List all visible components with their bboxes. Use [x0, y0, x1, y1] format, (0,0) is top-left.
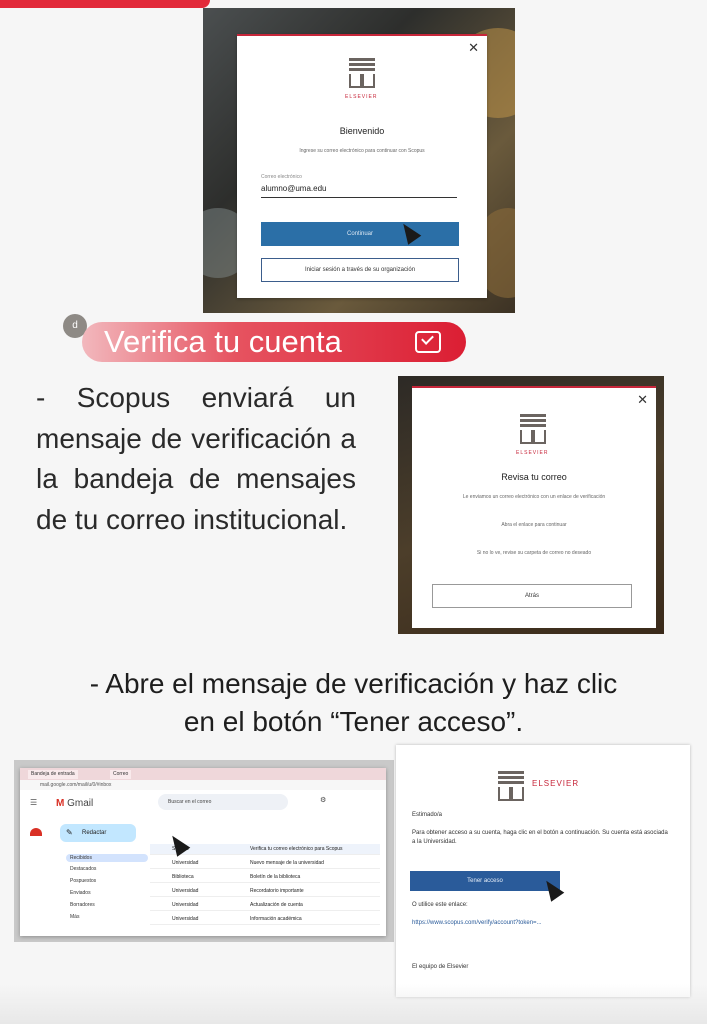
- check-email-line3: Si no lo ve, revise su carpeta de correo no deseado: [476, 550, 592, 556]
- logo-caption: ELSEVIER: [516, 450, 549, 456]
- logo-caption: ELSEVIER: [345, 94, 378, 100]
- elsevier-logo-icon: [498, 771, 524, 801]
- nav-inbox[interactable]: Recibidos: [66, 854, 148, 862]
- table-row[interactable]: Universidad Información académica: [150, 914, 380, 925]
- settings-gear-icon[interactable]: ⚙: [320, 797, 327, 804]
- continue-button[interactable]: Continuar: [261, 222, 459, 246]
- email-greeting: Estimado/a: [412, 812, 443, 818]
- paragraph-open-line2: en el botón “Tener acceso”.: [183, 706, 524, 737]
- nav-starred[interactable]: Destacados: [70, 866, 97, 872]
- nav-snoozed[interactable]: Pospuestos: [70, 878, 97, 884]
- email-field[interactable]: alumno@uma.edu: [261, 184, 457, 198]
- gmail-screenshot: [14, 760, 394, 942]
- avatar: d: [63, 314, 87, 338]
- close-icon[interactable]: ✕: [637, 392, 648, 407]
- address-bar[interactable]: mail.google.com/mail/u/0/#inbox: [20, 780, 386, 790]
- signin-screenshot: [203, 8, 515, 313]
- welcome-subtitle: Ingrese su correo electrónico para continuar con Scopus: [299, 148, 425, 154]
- verification-email-screenshot: [396, 745, 690, 997]
- browser-tabs: [20, 768, 386, 780]
- table-row[interactable]: Universidad Recordatorio importante: [150, 886, 380, 897]
- check-email-heading: Revisa tu correo: [501, 472, 567, 482]
- table-row[interactable]: Universidad Nuevo mensaje de la universidad: [150, 858, 380, 869]
- menu-icon[interactable]: ☰: [30, 798, 38, 807]
- pencil-icon: ✎: [66, 828, 73, 837]
- paragraph-open-line1: - Abre el mensaje de verificación y haz clic: [89, 668, 618, 699]
- bottom-decoration: [0, 984, 707, 1024]
- table-row[interactable]: Scopus Verifica tu correo electrónico para Scopus: [150, 844, 380, 855]
- nav-sent[interactable]: Enviados: [70, 890, 91, 896]
- nav-more[interactable]: Más: [70, 914, 80, 920]
- org-signin-button[interactable]: Iniciar sesión a través de su organización: [261, 258, 459, 282]
- search-input[interactable]: Buscar en el correo: [158, 794, 288, 810]
- close-icon[interactable]: ✕: [468, 40, 479, 55]
- section-title: Verifica tu cuenta: [104, 324, 342, 359]
- email-body: Para obtener acceso a su cuenta, haga clic en el botón a continuación. Su cuenta está asociada a la Universidad.: [412, 830, 668, 845]
- tab-inbox[interactable]: Bandeja de entrada: [28, 770, 78, 779]
- check-email-screenshot: [398, 376, 664, 634]
- gmail-logo: M Gmail: [56, 798, 94, 809]
- welcome-heading: Bienvenido: [339, 126, 385, 136]
- table-row[interactable]: Universidad Actualización de cuenta: [150, 900, 380, 911]
- alt-link-label: O utilice este enlace:: [412, 902, 468, 908]
- elsevier-logo-icon: [349, 58, 375, 88]
- check-email-line2: Abra el enlace para continuar: [501, 522, 567, 528]
- alt-verification-link[interactable]: https://www.scopus.com/verify/account?token=...: [412, 920, 542, 926]
- check-badge-icon: [415, 331, 441, 353]
- table-row[interactable]: Biblioteca Boletín de la biblioteca: [150, 872, 380, 883]
- signin-modal: [237, 34, 487, 298]
- check-email-modal: [412, 386, 656, 628]
- nav-drafts[interactable]: Borradores: [70, 902, 95, 908]
- gmail-window: [20, 768, 386, 936]
- elsevier-logo-icon: [520, 414, 546, 444]
- back-button[interactable]: Atrás: [432, 584, 632, 608]
- paragraph-verification: - Scopus enviará un mensaje de verificación a la bandeja de mensajes de tu correo institucional.: [36, 382, 356, 535]
- email-signature: El equipo de Elsevier: [412, 964, 469, 970]
- get-access-button[interactable]: Tener acceso: [410, 871, 560, 891]
- mail-icon[interactable]: [30, 828, 42, 836]
- top-accent-stripe: [0, 0, 210, 8]
- email-label: Correo electrónico: [261, 174, 302, 180]
- tab-mail[interactable]: Correo: [110, 770, 131, 779]
- email-brand: ELSEVIER: [532, 779, 580, 788]
- compose-button[interactable]: Redactar: [60, 824, 136, 842]
- check-email-line1: Le enviamos un correo electrónico con un enlace de verificación: [462, 494, 606, 500]
